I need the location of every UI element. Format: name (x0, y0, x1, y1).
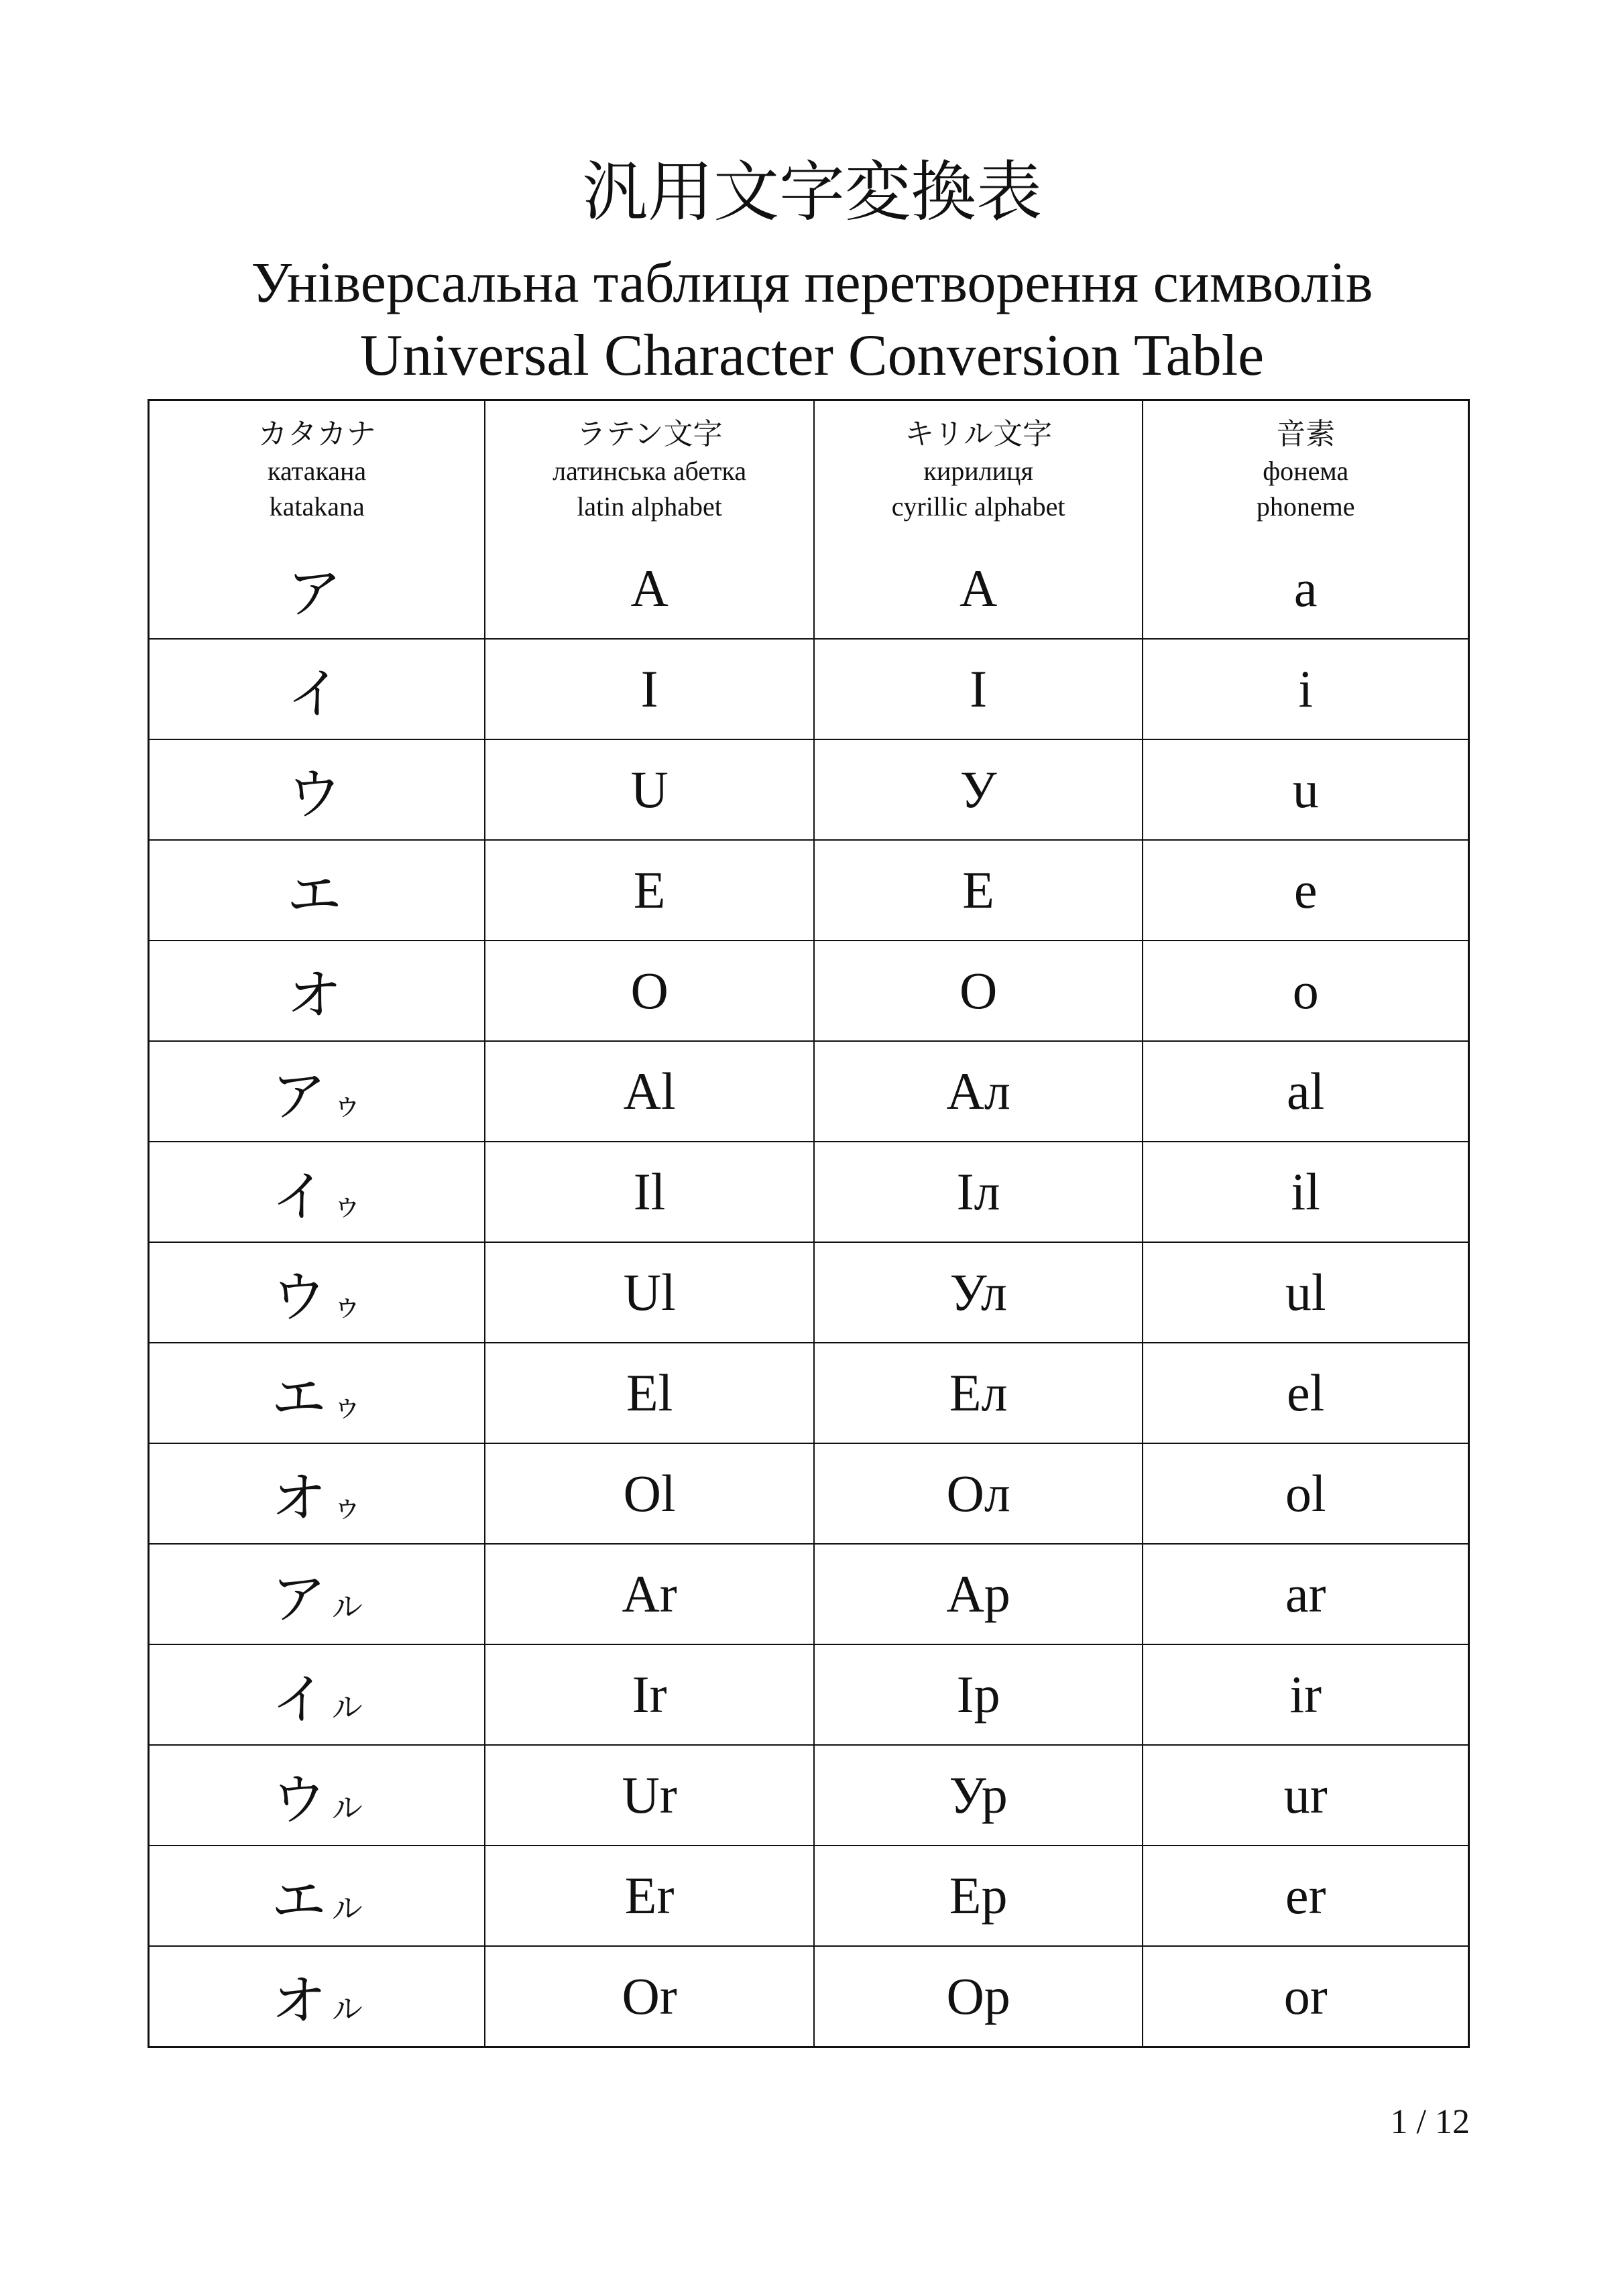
cell-katakana (150, 1947, 484, 2046)
cell-latin: O (484, 941, 813, 1040)
katakana-small-glyph: ル (331, 1691, 363, 1725)
katakana-small-glyph: ゥ (331, 1490, 363, 1524)
cell-phoneme: il (1142, 1142, 1468, 1242)
cell-phoneme: i (1142, 640, 1468, 739)
table-row (150, 1242, 1468, 1342)
cell-katakana (150, 1444, 484, 1543)
cell-latin: I (484, 640, 813, 739)
cell-cyrillic: Ор (813, 1947, 1143, 2046)
header-katakana-uk: катакана (268, 456, 367, 487)
header-latin-uk: латинська абетка (553, 456, 747, 487)
cell-cyrillic: Ар (813, 1545, 1143, 1644)
cell-cyrillic: Іл (813, 1142, 1143, 1242)
header-cell-phoneme (1142, 401, 1468, 539)
cell-latin: E (484, 841, 813, 940)
header-cell-cyrillic (813, 401, 1143, 539)
table-row (150, 940, 1468, 1040)
katakana-small-glyph: ル (331, 1992, 363, 2027)
katakana-base-glyph: ア (271, 1065, 327, 1127)
table-row (150, 1040, 1468, 1141)
katakana-small-glyph: ゥ (331, 1087, 363, 1122)
cell-latin: Ol (484, 1444, 813, 1543)
cell-cyrillic: Ер (813, 1846, 1143, 1945)
cell-cyrillic: Ал (813, 1042, 1143, 1141)
katakana-small-glyph: ル (331, 1791, 363, 1825)
katakana-base-glyph: ア (271, 1568, 327, 1630)
cell-latin: Or (484, 1947, 813, 2046)
cell-phoneme: ir (1142, 1645, 1468, 1744)
cell-katakana (150, 1142, 484, 1242)
cell-phoneme: o (1142, 941, 1468, 1040)
header-cyrillic-uk: кирилиця (923, 456, 1033, 487)
katakana-small-glyph: ゥ (331, 1288, 363, 1323)
cell-katakana (150, 1846, 484, 1945)
cell-latin: Ar (484, 1545, 813, 1644)
cell-cyrillic: У (813, 740, 1143, 839)
cell-katakana (150, 640, 484, 739)
katakana-base-glyph: ウ (271, 1769, 327, 1831)
cell-phoneme: ur (1142, 1746, 1468, 1845)
cell-latin: A (484, 539, 813, 638)
katakana-base-glyph: エ (286, 864, 342, 926)
cell-cyrillic: Ул (813, 1243, 1143, 1342)
cell-cyrillic: Ол (813, 1444, 1143, 1543)
cell-latin: El (484, 1343, 813, 1443)
header-latin-en: latin alphabet (577, 491, 722, 522)
katakana-small-glyph: ル (331, 1892, 363, 1926)
cell-katakana (150, 841, 484, 940)
cell-phoneme: al (1142, 1042, 1468, 1141)
header-cell-katakana (150, 401, 484, 539)
cell-phoneme: ul (1142, 1243, 1468, 1342)
cell-katakana (150, 1243, 484, 1342)
cell-latin: Er (484, 1846, 813, 1945)
cell-phoneme: u (1142, 740, 1468, 839)
header-cyrillic-ja: キリル文字 (905, 418, 1053, 451)
katakana-base-glyph: ウ (271, 1266, 327, 1328)
header-cyrillic-en: cyrillic alphabet (891, 491, 1065, 522)
cell-katakana (150, 1343, 484, 1443)
table-body (150, 539, 1468, 2046)
header-latin-ja: ラテン文字 (576, 418, 723, 451)
cell-katakana (150, 1746, 484, 1845)
cell-katakana (150, 1545, 484, 1644)
table-row (150, 1744, 1468, 1845)
katakana-base-glyph: イ (286, 663, 342, 725)
table-row (150, 839, 1468, 940)
katakana-base-glyph: ア (286, 562, 342, 624)
cell-latin: Ul (484, 1243, 813, 1342)
cell-katakana (150, 1042, 484, 1141)
katakana-small-glyph: ル (331, 1590, 363, 1624)
cell-katakana (150, 740, 484, 839)
cell-cyrillic: І (813, 640, 1143, 739)
table-header-row (150, 401, 1468, 539)
cell-cyrillic: Ур (813, 1746, 1143, 1845)
cell-latin: Al (484, 1042, 813, 1141)
katakana-base-glyph: ウ (286, 764, 342, 825)
table-row (150, 1845, 1468, 1945)
katakana-base-glyph: エ (271, 1367, 327, 1429)
header-phoneme-uk: фонема (1263, 456, 1349, 487)
cell-cyrillic: О (813, 941, 1143, 1040)
table-row (150, 1644, 1468, 1744)
table-row (150, 739, 1468, 839)
cell-phoneme: ar (1142, 1545, 1468, 1644)
header-katakana-ja: カタカナ (257, 418, 376, 451)
katakana-base-glyph: イ (271, 1669, 327, 1730)
katakana-base-glyph: オ (286, 965, 342, 1026)
katakana-small-glyph: ゥ (331, 1188, 363, 1222)
katakana-base-glyph: エ (271, 1870, 327, 1931)
cell-katakana (150, 1645, 484, 1744)
cell-cyrillic: Е (813, 841, 1143, 940)
cell-phoneme: a (1142, 539, 1468, 638)
table-row (150, 1342, 1468, 1443)
table-row (150, 1543, 1468, 1644)
cell-phoneme: er (1142, 1846, 1468, 1945)
cell-latin: Ir (484, 1645, 813, 1744)
page-number: 1 / 12 (1390, 2103, 1470, 2141)
cell-katakana (150, 941, 484, 1040)
header-katakana-en: katakana (269, 491, 365, 522)
katakana-base-glyph: オ (271, 1467, 327, 1529)
cell-katakana (150, 539, 484, 638)
katakana-base-glyph: オ (271, 1970, 327, 2032)
cell-phoneme: ol (1142, 1444, 1468, 1543)
katakana-base-glyph: イ (271, 1166, 327, 1227)
table-row (150, 539, 1468, 638)
cell-cyrillic: Ір (813, 1645, 1143, 1744)
conversion-table (148, 399, 1470, 2048)
page-title-english: Universal Character Conversion Table (359, 323, 1265, 388)
header-cell-latin (484, 401, 813, 539)
cell-latin: Ur (484, 1746, 813, 1845)
cell-phoneme: or (1142, 1947, 1468, 2046)
table-row (150, 1141, 1468, 1242)
cell-latin: U (484, 740, 813, 839)
cell-cyrillic: Ел (813, 1343, 1143, 1443)
table-row (150, 1945, 1468, 2046)
page-title-japanese: 汎用文字変換表 (581, 157, 1042, 229)
cell-cyrillic: А (813, 539, 1143, 638)
cell-phoneme: el (1142, 1343, 1468, 1443)
page-title-ukrainian: Універсальна таблиця перетворення символів (251, 250, 1373, 314)
table-row (150, 1443, 1468, 1543)
cell-latin: Il (484, 1142, 813, 1242)
header-phoneme-en: phoneme (1256, 491, 1355, 522)
cell-phoneme: e (1142, 841, 1468, 940)
table-row (150, 638, 1468, 739)
header-phoneme-ja: 音素 (1276, 418, 1336, 451)
katakana-small-glyph: ゥ (331, 1389, 363, 1423)
